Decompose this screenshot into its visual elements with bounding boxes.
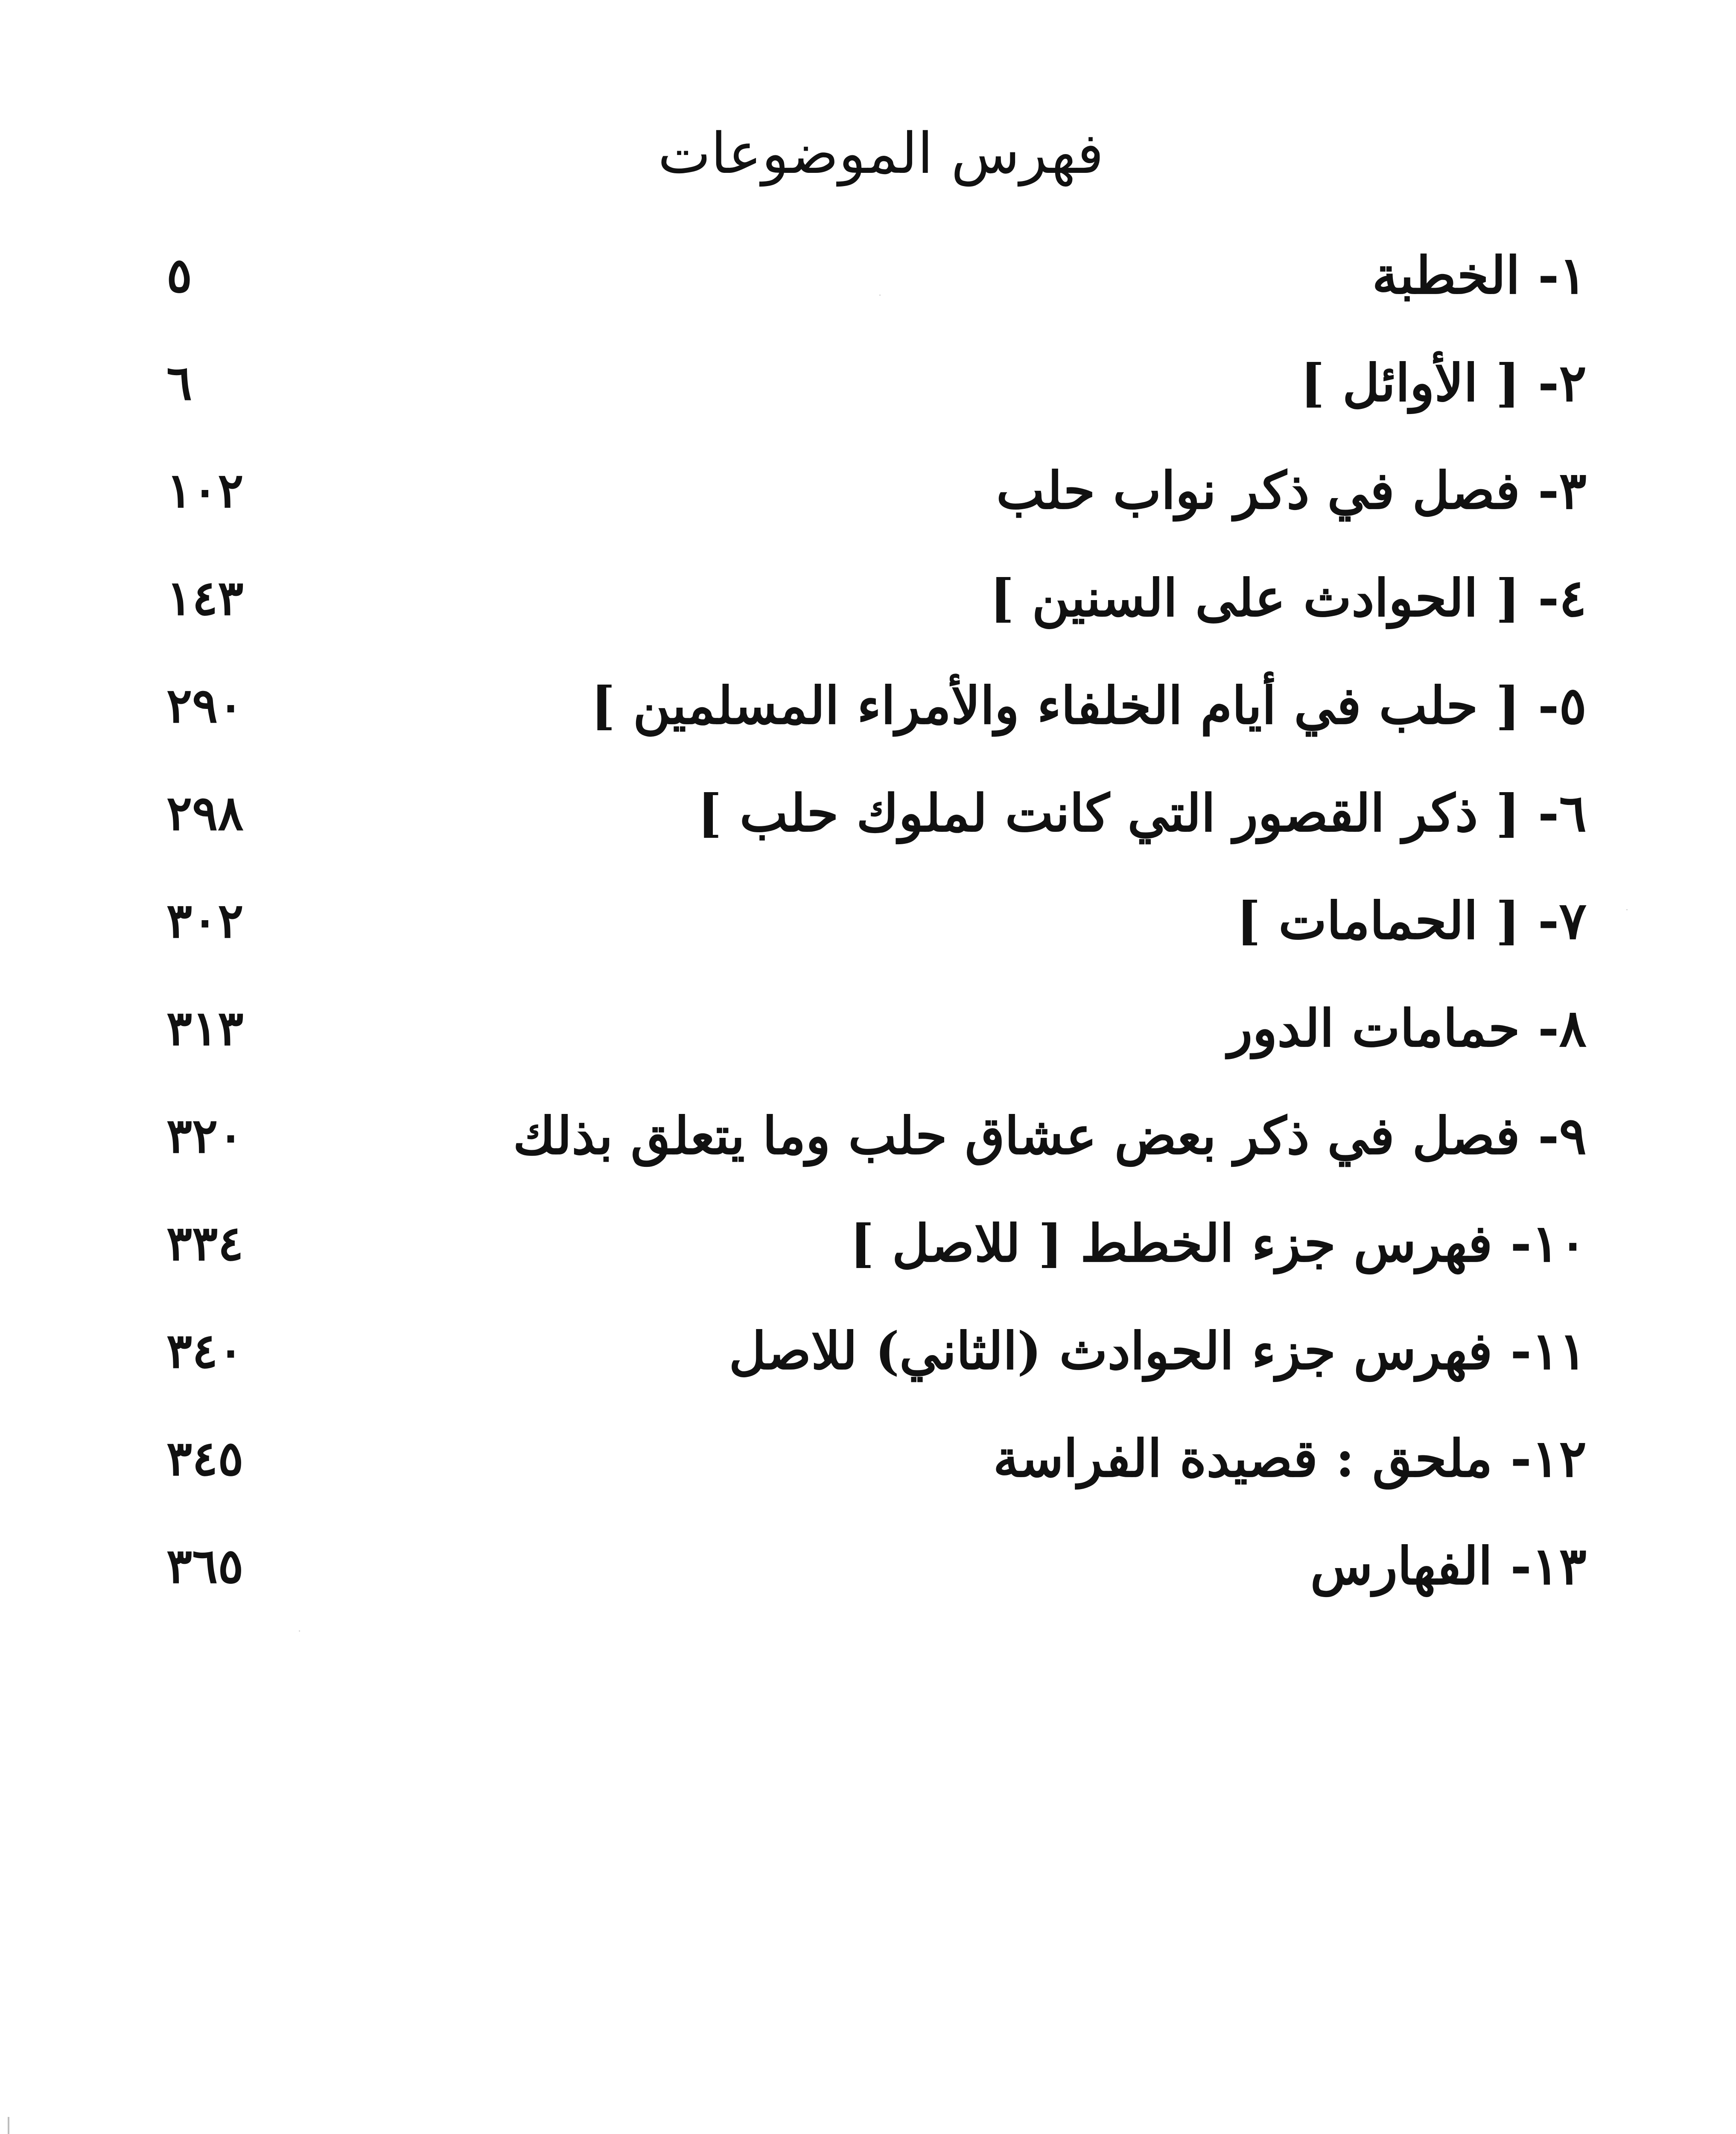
toc-entry-title: ١- الخطبة xyxy=(1372,245,1587,306)
toc-entry-page: ٣٣٤ xyxy=(166,1216,244,1271)
toc-entry-page: ٦ xyxy=(166,355,193,411)
toc-entry-page: ٥ xyxy=(166,248,193,303)
toc-entry-page: ٣١٣ xyxy=(166,1000,244,1056)
toc-entry xyxy=(166,222,1587,329)
toc-entry-page: ٣٠٢ xyxy=(166,893,244,949)
toc-entry-title: ٦- [ ذكر القصور التي كانت لملوك حلب ] xyxy=(697,783,1587,843)
scan-speck xyxy=(1626,909,1628,910)
toc-entry-page: ٣٦٥ xyxy=(166,1538,244,1594)
scan-speck xyxy=(879,294,881,296)
toc-entry xyxy=(166,1190,1587,1297)
toc-entry-title: ١١- فهرس جزء الحوادث (الثاني) للاصل xyxy=(729,1321,1587,1381)
toc-entry-title: ٧- [ الحمامات ] xyxy=(1236,891,1587,951)
toc-entry-title: ٨- حمامات الدور xyxy=(1228,998,1587,1058)
toc-entry xyxy=(166,1082,1587,1190)
page-title: فهرس الموضوعات xyxy=(658,121,1104,187)
scan-speck xyxy=(299,1630,300,1632)
toc-entry xyxy=(166,975,1587,1082)
toc-entry-page: ٣٤٠ xyxy=(166,1323,244,1379)
toc-entry xyxy=(166,437,1587,545)
toc-entry xyxy=(166,1513,1587,1620)
toc-entry xyxy=(166,652,1587,760)
toc-entry-title: ٥- [ حلب في أيام الخلفاء والأمراء المسلمين ] xyxy=(591,676,1587,736)
toc-entry xyxy=(166,1297,1587,1405)
toc-entry-page: ٢٩٠ xyxy=(166,678,244,734)
toc-entry xyxy=(166,545,1587,652)
table-of-contents xyxy=(166,222,1587,1620)
toc-entry-title: ٣- فصل في ذكر نواب حلب xyxy=(996,461,1587,521)
toc-entry-title: ٩- فصل في ذكر بعض عشاق حلب وما يتعلق بذلك xyxy=(513,1106,1587,1166)
toc-entry xyxy=(166,1405,1587,1513)
toc-entry-page: ١٤٣ xyxy=(166,570,244,626)
toc-entry-page: ٣٤٥ xyxy=(166,1431,244,1487)
toc-entry-page: ٢٩٨ xyxy=(166,785,244,841)
toc-entry-title: ١٢- ملحق : قصيدة الفراسة xyxy=(993,1428,1587,1489)
toc-entry-page: ٣٢٠ xyxy=(166,1108,244,1164)
scan-margin-line xyxy=(8,2117,9,2134)
toc-entry xyxy=(166,329,1587,437)
toc-entry-title: ٢- [ الأوائل ] xyxy=(1300,353,1587,413)
toc-entry-title: ١٠- فهرس جزء الخطط [ للاصل ] xyxy=(850,1213,1587,1274)
toc-entry xyxy=(166,867,1587,975)
toc-entry-page: ١٠٢ xyxy=(166,463,244,519)
toc-entry-title: ٤- [ الحوادث على السنين ] xyxy=(990,568,1587,628)
toc-entry xyxy=(166,760,1587,867)
toc-entry-title: ١٣- الفهارس xyxy=(1310,1536,1587,1596)
